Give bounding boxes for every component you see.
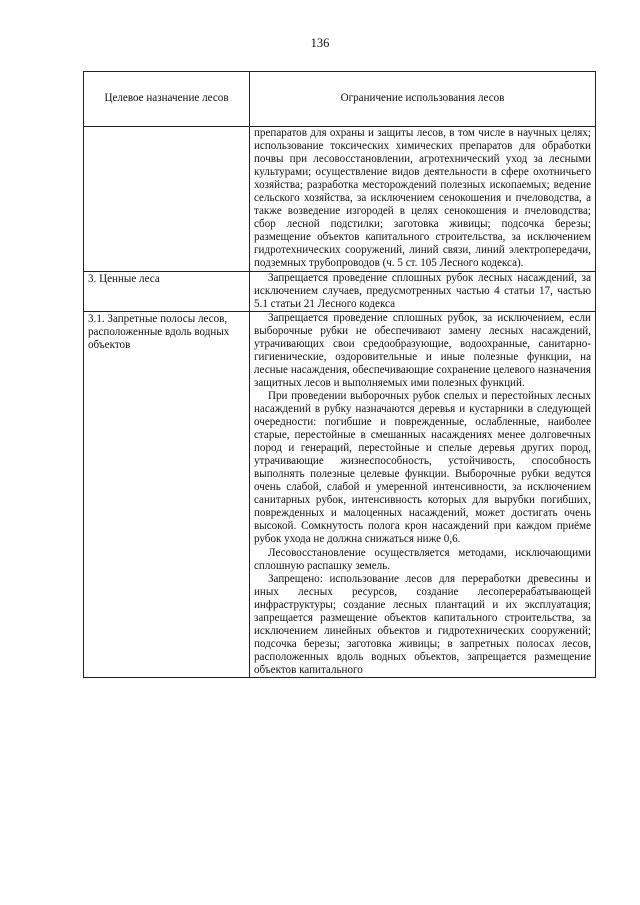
restriction-paragraph: Запрещено: использование лесов для переработки древесины и иных лесных ресурсов, создание лесоперерабатывающей инфраструктуры; создание лесных плантаций и их эксплуатация; запрещается размещение объектов капитального строительства, за исключением линейных объектов и гидротехнических сооружений; подсочка березы; заготовка живицы; в запретных полосах лесов, расположенных вдоль водных объектов, запрещается размещение объектов капитального (254, 572, 591, 676)
row-purpose-cell: 3. Ценные леса (84, 271, 250, 311)
table-row (84, 311, 596, 677)
header-purpose: Целевое назначение лесов (84, 72, 250, 127)
restriction-paragraph: Запрещается проведение сплошных рубок, за исключением, если выборочные рубки не обеспечивают замену лесных насаждений, утрачивающих свои средообразующие, водоохранные, санитарно-гигиенические, оздоровительные и иные полезные функции, на лесные насаждения, обеспечивающие сохранение целевого назначения защитных лесов и выполняемых ими полезных функций. (254, 311, 591, 389)
table-row (84, 271, 596, 311)
row-restriction-cell (250, 127, 596, 272)
restriction-paragraph: Лесовосстановление осуществляется методами, исключающими сплошную распашку земель. (254, 546, 591, 572)
restriction-paragraph: препаратов для охраны и защиты лесов, в том числе в научных целях; использование токсических химических препаратов для обработки почвы при лесовосстановлении, агротехнический уход за лесными культурами; осуществление видов деятельности в сфере охотничьего хозяйства; разработка месторождений полезных ископаемых; ведение сельского хозяйства, за исключением сенокошения и пчеловодства, а также возведение изгородей в целях сенокошения и пчеловодства; сбор лесной подстилки; заготовка живицы; подсочка березы; размещение объектов капитального строительства, за исключением гидротехнических сооружений, линий связи, линий электропередачи, подземных трубопроводов (ч. 5 ст. 105 Лесного кодекса). (254, 127, 591, 270)
restriction-paragraph: При проведении выборочных рубок спелых и перестойных лесных насаждений в рубку назначаются деревья и кустарники в следующей очередности: погибшие и поврежденные, ослабленные, наиболее старые, перестойные в смешанных насаждениях менее долговечных пород и генераций, перестойные и спелые деревья других пород, утрачивающие жизнеспособность, устойчивость, способность выполнять полезные целевые функции. Выборочные рубки ведутся очень слабой, слабой и умеренной интенсивности, за исключением санитарных рубок, интенсивность которых для вырубки погибших, поврежденных и малоценных насаждений, может достигать очень высокой. Сомкнутость полога крон насаждений при каждом приёме рубок ухода не должна снижаться ниже 0,6. (254, 389, 591, 546)
row-purpose-cell (84, 127, 250, 272)
row-purpose-cell: 3.1. Запретные полосы лесов, расположенные вдоль водных объектов (84, 311, 250, 677)
restriction-paragraph: Запрещается проведение сплошных рубок лесных насаждений, за исключением случаев, предусмотренных частью 4 статьи 17, частью 5.1 статьи 21 Лесного кодекса (254, 271, 591, 310)
row-restriction-cell (250, 311, 596, 677)
header-restriction: Ограничение использования лесов (250, 72, 596, 127)
table-row (84, 127, 596, 272)
table-header-row (84, 72, 596, 127)
row-restriction-cell (250, 271, 596, 311)
page-number: 136 (310, 36, 330, 50)
forest-restrictions-table (83, 71, 596, 678)
